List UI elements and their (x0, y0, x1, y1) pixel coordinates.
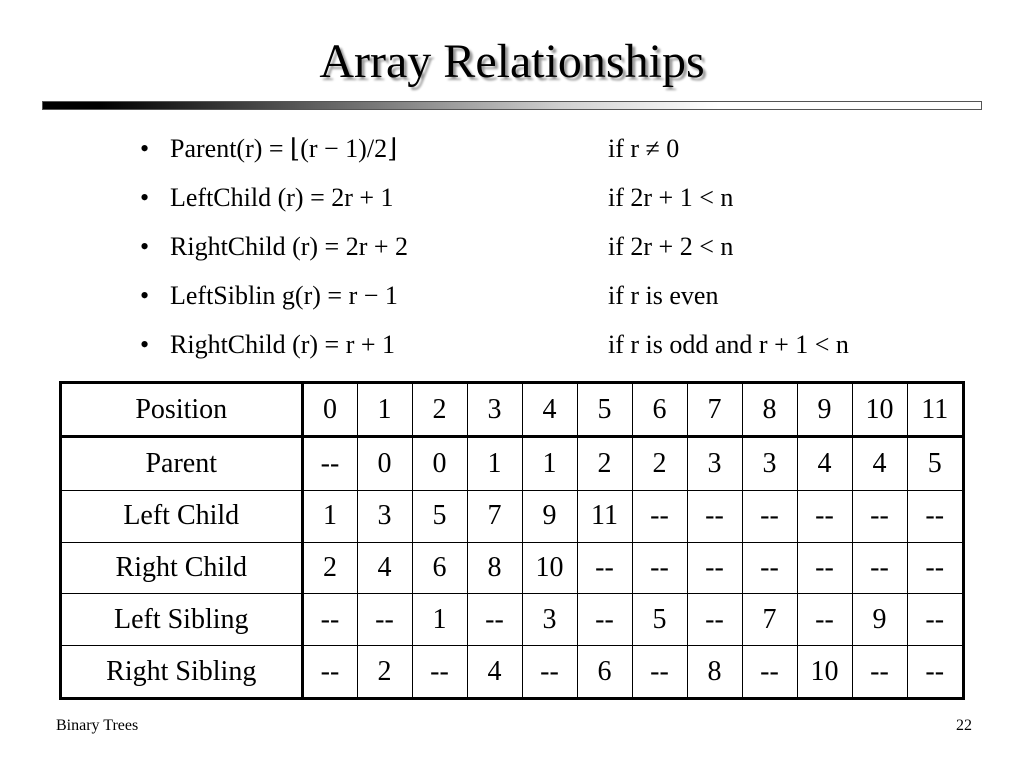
table-cell: 2 (302, 542, 357, 594)
row-header: Right Child (62, 542, 302, 594)
footer-title: Binary Trees (56, 717, 139, 734)
bullet-formula: Parent(r) = ⌊(r − 1)/2⌋ (170, 134, 398, 163)
table-row (62, 594, 962, 646)
bullet-item-left-child (0, 173, 1024, 222)
table-cell: -- (412, 646, 467, 697)
table-row (62, 384, 962, 437)
table-cell: -- (577, 542, 632, 594)
table-cell: 2 (632, 437, 687, 490)
table-cell: 11 (907, 384, 962, 437)
table-cell: -- (687, 594, 742, 646)
bullet-icon: • (140, 281, 150, 310)
table-cell: 1 (467, 437, 522, 490)
table-cell: 6 (577, 646, 632, 697)
table-cell: -- (907, 542, 962, 594)
table-cell: 3 (687, 437, 742, 490)
table-cell: -- (577, 594, 632, 646)
table-cell: 6 (632, 384, 687, 437)
table-cell: 11 (577, 490, 632, 542)
row-header: Parent (62, 437, 302, 490)
table-cell: -- (852, 646, 907, 697)
table-cell: 6 (412, 542, 467, 594)
table-cell: 2 (412, 384, 467, 437)
table-row (62, 542, 962, 594)
table-cell: -- (907, 490, 962, 542)
bullet-condition: if r ≠ 0 (608, 134, 680, 163)
row-header: Left Child (62, 490, 302, 542)
table-cell: 8 (467, 542, 522, 594)
table-cell: 1 (357, 384, 412, 437)
table-row (62, 646, 962, 697)
table-cell: -- (797, 542, 852, 594)
table-cell: 7 (467, 490, 522, 542)
bullet-list (0, 124, 1024, 369)
table-cell: -- (687, 490, 742, 542)
table-cell: 5 (907, 437, 962, 490)
table-cell: -- (302, 594, 357, 646)
table-cell: 7 (687, 384, 742, 437)
table-cell: -- (907, 594, 962, 646)
table-cell: -- (687, 542, 742, 594)
table-cell: -- (467, 594, 522, 646)
table-cell: 0 (412, 437, 467, 490)
table-cell: 10 (522, 542, 577, 594)
bullet-condition: if 2r + 1 < n (608, 183, 734, 212)
page-number: 22 (956, 717, 972, 734)
bullet-icon: • (140, 330, 150, 359)
table-cell: -- (742, 646, 797, 697)
bullet-item-left-sibling (0, 271, 1024, 320)
bullet-item-parent (0, 124, 1024, 173)
table-cell: -- (357, 594, 412, 646)
table-cell: 10 (852, 384, 907, 437)
table-cell: 3 (467, 384, 522, 437)
table-cell: -- (742, 490, 797, 542)
table-cell: 0 (302, 384, 357, 437)
bullet-formula: RightChild (r) = r + 1 (170, 330, 396, 359)
bullet-icon: • (140, 232, 150, 261)
table-cell: 4 (797, 437, 852, 490)
table-cell: 8 (687, 646, 742, 697)
table-cell: -- (302, 646, 357, 697)
table-cell: -- (302, 437, 357, 490)
slide-title: Array Relationships (319, 35, 705, 88)
table-cell: 2 (357, 646, 412, 697)
table-cell: 9 (522, 490, 577, 542)
table-cell: -- (522, 646, 577, 697)
table-cell: 4 (852, 437, 907, 490)
table-cell: 9 (797, 384, 852, 437)
table-cell: 1 (302, 490, 357, 542)
bullet-item-right-sibling (0, 320, 1024, 369)
bullet-condition: if r is even (608, 281, 719, 310)
table-cell: 4 (522, 384, 577, 437)
table-row (62, 437, 962, 490)
bullet-item-right-child (0, 222, 1024, 271)
bullet-icon: • (140, 134, 150, 163)
table-cell: 10 (797, 646, 852, 697)
title-divider (42, 101, 982, 110)
table-cell: -- (632, 490, 687, 542)
table-cell: -- (907, 646, 962, 697)
table-cell: -- (852, 542, 907, 594)
table-cell: -- (852, 490, 907, 542)
table-cell: 4 (467, 646, 522, 697)
table-cell: 1 (522, 437, 577, 490)
row-header: Left Sibling (62, 594, 302, 646)
table-row (62, 490, 962, 542)
bullet-formula: LeftSiblin g(r) = r − 1 (170, 281, 398, 310)
table-cell: 3 (357, 490, 412, 542)
table-cell: 4 (357, 542, 412, 594)
table-cell: -- (797, 490, 852, 542)
table-cell: 2 (577, 437, 632, 490)
table-cell: 3 (742, 437, 797, 490)
relationship-table (59, 381, 965, 700)
table-cell: -- (742, 542, 797, 594)
table-cell: 5 (412, 490, 467, 542)
table-cell: 3 (522, 594, 577, 646)
bullet-icon: • (140, 183, 150, 212)
table-cell: 7 (742, 594, 797, 646)
table-cell: 5 (632, 594, 687, 646)
table-cell: 8 (742, 384, 797, 437)
table-cell: 0 (357, 437, 412, 490)
bullet-formula: LeftChild (r) = 2r + 1 (170, 183, 394, 212)
row-header: Position (62, 384, 302, 437)
table-cell: -- (797, 594, 852, 646)
bullet-condition: if r is odd and r + 1 < n (608, 330, 849, 359)
table-cell: 5 (577, 384, 632, 437)
bullet-formula: RightChild (r) = 2r + 2 (170, 232, 409, 261)
row-header: Right Sibling (62, 646, 302, 697)
table-cell: 1 (412, 594, 467, 646)
bullet-condition: if 2r + 2 < n (608, 232, 734, 261)
table-cell: -- (632, 646, 687, 697)
table-cell: -- (632, 542, 687, 594)
table-cell: 9 (852, 594, 907, 646)
